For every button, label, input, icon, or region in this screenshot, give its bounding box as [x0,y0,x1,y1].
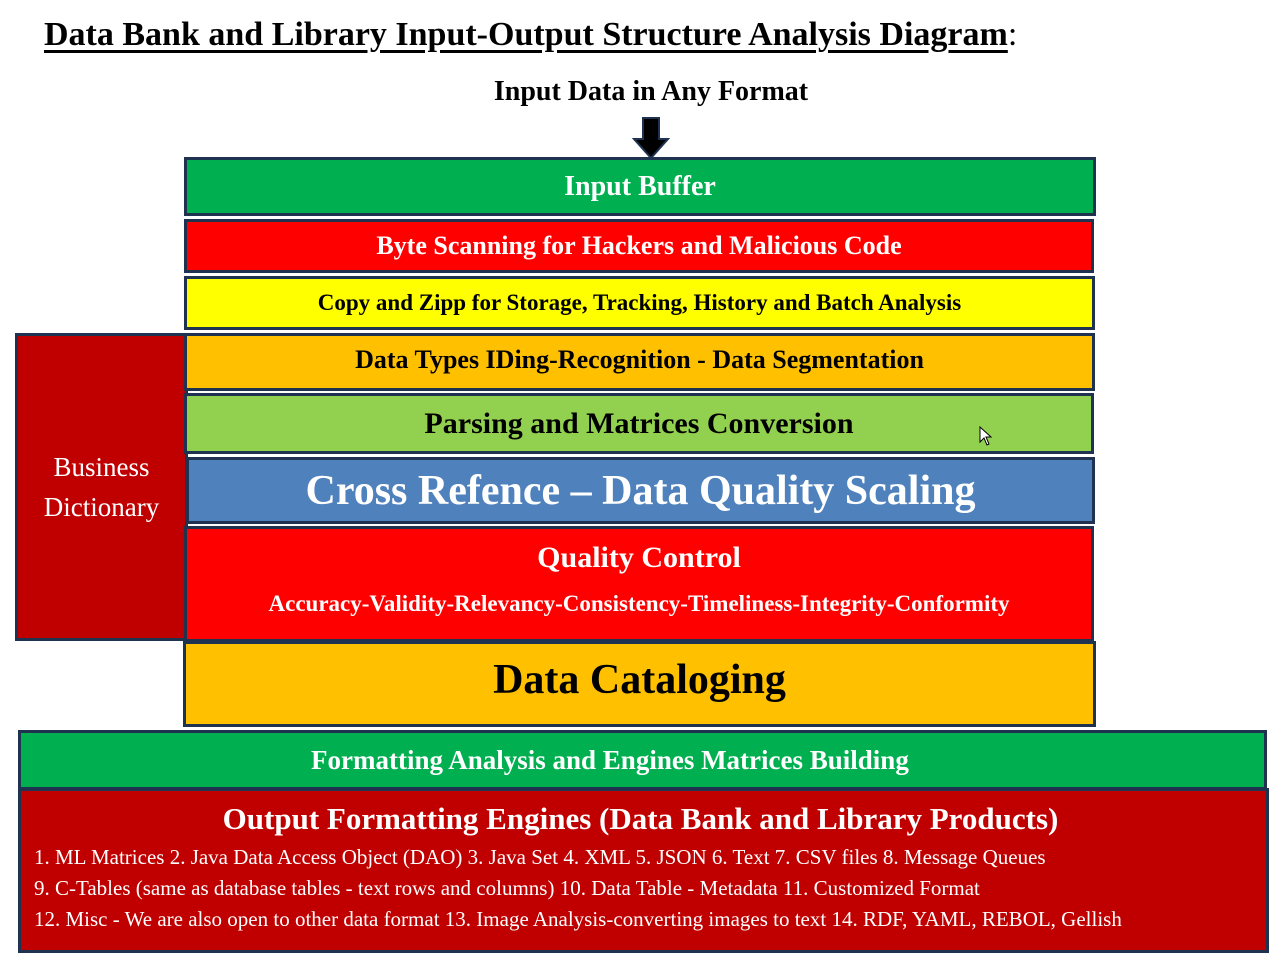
layer-input-buffer-label: Input Buffer [564,170,716,202]
layer-data-cataloging [183,641,1096,727]
business-dictionary-line1: Business [53,452,150,482]
title-text: Data Bank and Library Input-Output Structure Analysis Diagram [44,16,1008,53]
layer-byte-scanning [184,219,1094,273]
output-format-line-2: 9. C-Tables (same as database tables - text rows and columns) 10. Data Table - Metadata 11. Customized Format [34,876,980,900]
quality-control-dimensions: Accuracy-Validity-Relevancy-Consistency-Timeliness-Integrity-Conformity [268,591,1010,616]
layer-copy-zipp-label: Copy and Zipp for Storage, Tracking, History and Batch Analysis [317,290,962,315]
layer-data-types-label: Data Types IDing-Recognition - Data Segmentation [355,345,924,374]
layer-copy-zipp [184,276,1095,330]
layer-input-buffer [184,157,1096,216]
down-arrow-icon [632,117,670,159]
output-formatting-engines-box [18,788,1269,953]
business-dictionary-line2: Dictionary [43,492,160,522]
business-dictionary-box [15,333,188,641]
layer-data-types [184,333,1095,391]
output-formatting-title: Output Formatting Engines (Data Bank and Library Products) [222,801,1059,836]
diagram-title [44,16,1017,54]
layer-byte-scanning-label: Byte Scanning for Hackers and Malicious Code [376,231,902,260]
layer-quality-control [184,526,1094,642]
layer-parsing-label: Parsing and Matrices Conversion [424,406,854,440]
formatting-analysis-label: Formatting Analysis and Engines Matrices Building [311,744,909,775]
quality-control-title: Quality Control [537,541,741,574]
layer-data-cataloging-label: Data Cataloging [493,657,786,703]
title-colon: : [1007,16,1018,53]
mouse-cursor-icon [979,426,993,446]
input-label: Input Data in Any Format [493,76,809,107]
output-format-line-1: 1. ML Matrices 2. Java Data Access Object (DAO) 3. Java Set 4. XML 5. JSON 6. Text 7. CSV files 8. Message Queues [34,845,1046,869]
layer-cross-reference [186,457,1095,524]
layer-parsing [184,393,1094,454]
output-format-line-3: 12. Misc - We are also open to other data format 13. Image Analysis-converting images to text 14. RDF, YAML, REBOL, Gellish [34,907,1122,931]
layer-cross-reference-label: Cross Refence – Data Quality Scaling [305,467,976,514]
formatting-analysis-bar [18,730,1267,790]
